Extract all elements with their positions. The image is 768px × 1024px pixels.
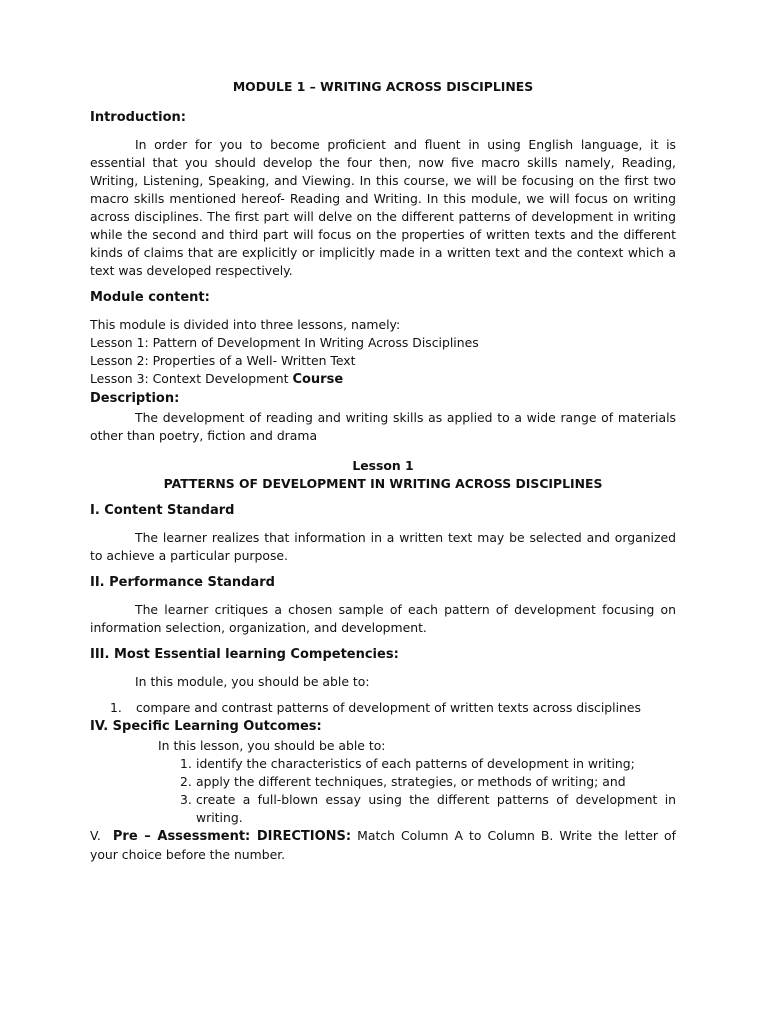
- list-item: [180, 773, 676, 791]
- list-item: [180, 791, 676, 827]
- introduction-body: In order for you to become proficient and fluent in using English language, it is essential that you should develop the four then, now five macro skills namely, Reading, Writing, Listening, Speaking, and Viewing. In this course, we will be focusing on the first two macro skills mentioned hereof- Reading and Writing. In this module, we will focus on writing across disciplines. The first part will delve on the different patterns of development in writing while the second and third part will focus on the properties of written texts and the different kinds of claims that are explicitly or implicitly made in a written text and the context which a text was developed respectively.: [90, 137, 676, 278]
- list-item-number: 1.: [110, 700, 122, 715]
- list-item-text: apply the different techniques, strategies, or methods of writing; and: [196, 774, 626, 789]
- lesson-label: Lesson 1: [352, 458, 414, 473]
- outcomes-intro: In this lesson, you should be able to:: [158, 738, 386, 753]
- lesson-1-line: Lesson 1: Pattern of Development In Writing Across Disciplines: [90, 335, 479, 350]
- lesson-3-line: [90, 370, 676, 389]
- lesson-2-line: Lesson 2: Properties of a Well- Written Text: [90, 353, 356, 368]
- course-word: Course: [292, 372, 344, 387]
- content-standard-heading: I. Content Standard: [90, 503, 235, 518]
- pre-assessment-label: Pre – Assessment: DIRECTIONS:: [112, 829, 352, 844]
- list-item: [110, 699, 676, 717]
- list-item: [180, 755, 676, 773]
- competencies-list: [90, 699, 676, 717]
- list-item-number: 3.: [180, 792, 192, 807]
- list-item-text: compare and contrast patterns of development of written texts across disciplines: [136, 700, 641, 715]
- competencies-intro: In this module, you should be able to:: [135, 674, 370, 689]
- lesson-3-text: Lesson 3: Context Development: [90, 371, 289, 386]
- document-content: [90, 78, 676, 864]
- outcomes-heading: IV. Specific Learning Outcomes:: [90, 719, 322, 734]
- pre-assessment-roman: V.: [90, 828, 101, 843]
- content-standard-body: The learner realizes that information in a written text may be selected and organized to achieve a particular purpose.: [90, 530, 676, 563]
- list-item-text: identify the characteristics of each patterns of development in writing;: [196, 756, 635, 771]
- description-body: The development of reading and writing skills as applied to a wide range of materials other than poetry, fiction and drama: [90, 410, 676, 443]
- introduction-heading: Introduction:: [90, 110, 186, 125]
- module-content-intro: This module is divided into three lessons, namely:: [90, 317, 401, 332]
- competencies-heading: III. Most Essential learning Competencies:: [90, 647, 399, 662]
- lesson-title: PATTERNS OF DEVELOPMENT IN WRITING ACROSS DISCIPLINES: [163, 476, 603, 491]
- module-title: MODULE 1 – WRITING ACROSS DISCIPLINES: [232, 79, 534, 94]
- list-item-number: 1.: [180, 756, 192, 771]
- pre-assessment: [90, 827, 676, 864]
- module-content-heading: Module content:: [90, 290, 210, 305]
- list-item-number: 2.: [180, 774, 192, 789]
- list-item-text: create a full-blown essay using the different patterns of development in writing.: [196, 792, 676, 825]
- outcomes-list: [90, 755, 676, 827]
- pre-assessment-body: Match Column A to Column B. Write the letter of your choice before the number.: [90, 828, 676, 862]
- description-heading: Description:: [90, 391, 180, 406]
- performance-standard-heading: II. Performance Standard: [90, 575, 275, 590]
- performance-standard-body: The learner critiques a chosen sample of each pattern of development focusing on information selection, organization, and development.: [90, 602, 676, 635]
